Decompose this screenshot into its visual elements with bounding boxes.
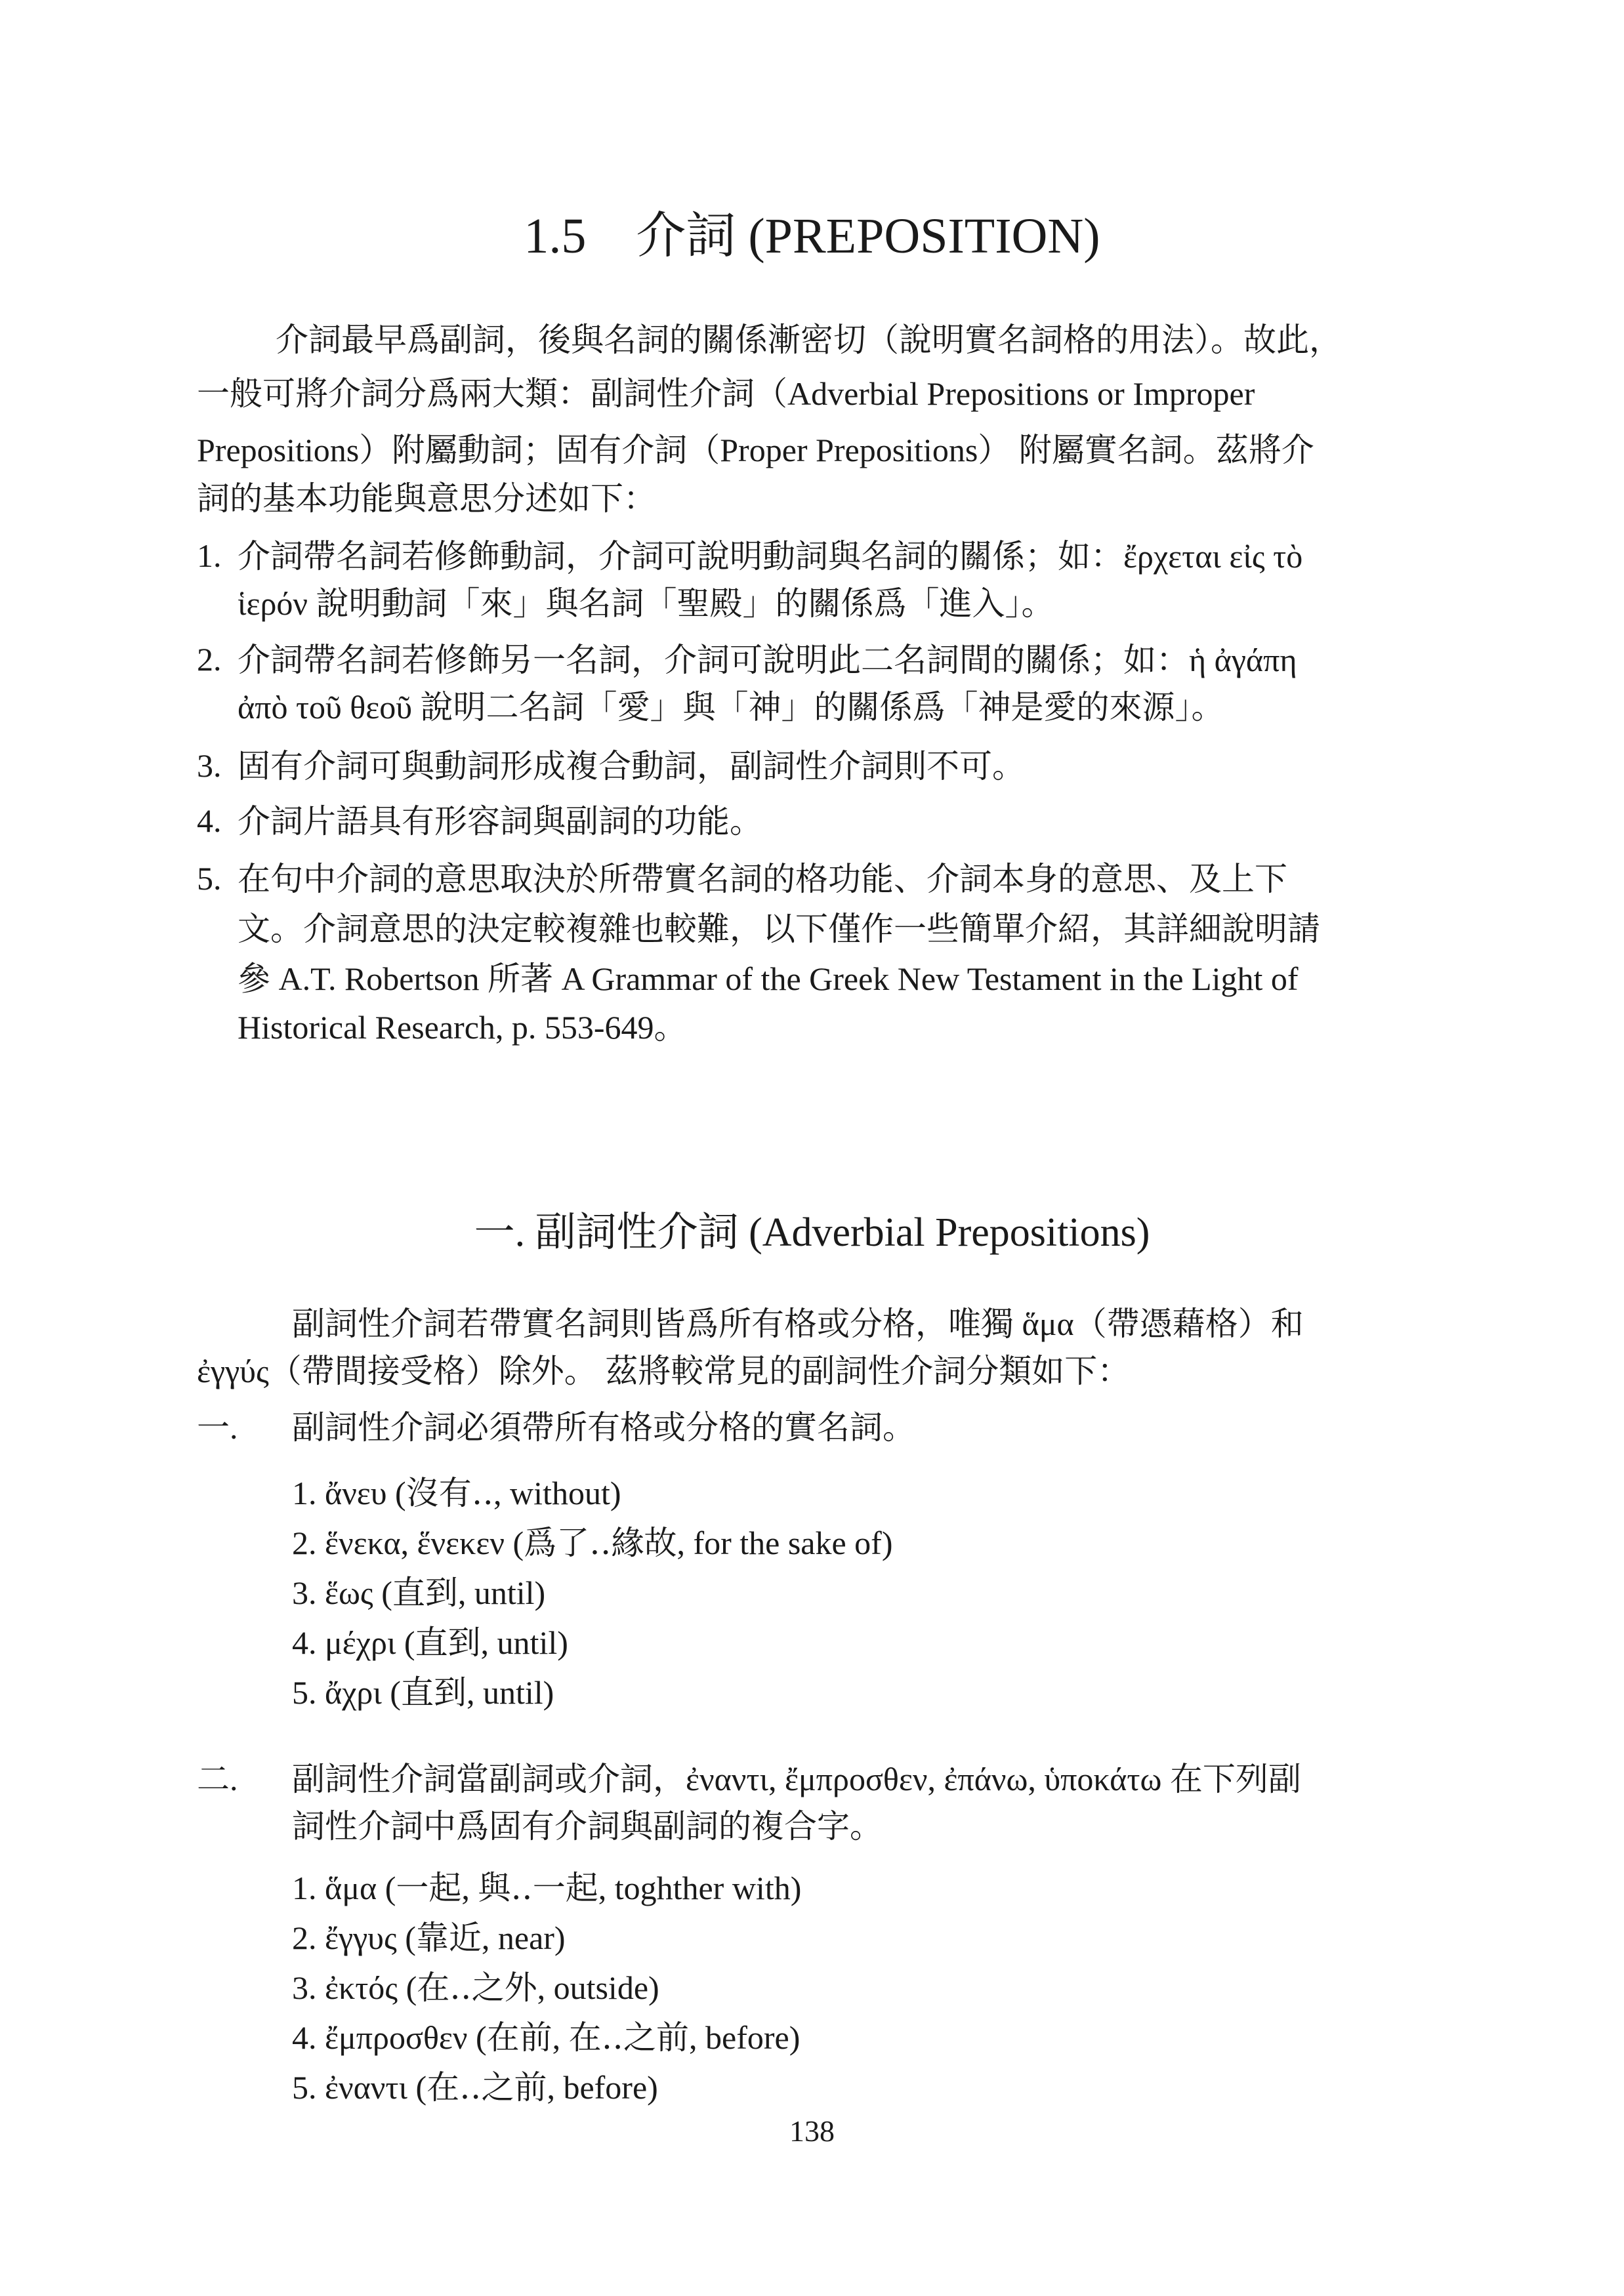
function-line: ἱερόν 說明動詞「來」與名詞「聖殿」的關係爲「進入」。 — [238, 585, 1054, 622]
list-item: 3. ἕως (直到, until) — [292, 1574, 546, 1611]
list-item: 2. ἔγγυς (靠近, near) — [292, 1919, 566, 1956]
list-item: 4. ἔμπροσθεν (在前, 在‥之前, before) — [292, 2019, 801, 2056]
intro-line-2: 一般可將介詞分爲兩大類：副詞性介詞（Adverbial Prepositions or Improper — [197, 375, 1255, 412]
page-number: 138 — [789, 2114, 835, 2148]
group-heading: 副詞性介詞當副詞或介詞，ἐναντι, ἔμπροσθεν, ἐπάνω, ὑποκάτω 在下列副 — [292, 1761, 1301, 1797]
intro-line-3: Prepositions）附屬動詞；固有介詞（Proper Prepositions） 附屬實名詞。茲將介 — [197, 432, 1314, 468]
section-title: 一. 副詞性介詞 (Adverbial Prepositions) — [474, 1210, 1150, 1255]
group-heading: 詞性介詞中爲固有介詞與副詞的複合字。 — [292, 1808, 883, 1845]
function-line: 介詞帶名詞若修飾另一名詞，介詞可說明此二名詞間的關係；如：ἡ ἀγάπη — [238, 642, 1297, 678]
section-intro-line-1: 副詞性介詞若帶實名詞則皆爲所有格或分格，唯獨 ἅμα（帶憑藉格）和 — [292, 1305, 1304, 1342]
list-item: 1. ἄνευ (沒有‥, without) — [292, 1475, 621, 1511]
function-number: 2. — [197, 641, 222, 678]
group-marker: 一. — [197, 1409, 238, 1446]
list-item: 2. ἕνεκα, ἕνεκεν (爲了‥緣故, for the sake of) — [292, 1525, 893, 1561]
section-intro-line-2: ἐγγύς（帶間接受格）除外。 茲將較常見的副詞性介詞分類如下： — [197, 1353, 1131, 1389]
page-title: 1.5 介詞 (PREPOSITION) — [524, 209, 1100, 264]
function-line: 參 A.T. Robertson 所著 A Grammar of the Greek New Testament in the Light of — [238, 960, 1299, 997]
intro-line-4: 詞的基本功能與意思分述如下： — [197, 480, 656, 517]
function-number: 1. — [197, 537, 222, 574]
list-item: 5. ἄχρι (直到, until) — [292, 1674, 554, 1711]
function-line: 文。介詞意思的決定較複雜也較難，以下僅作一些簡單介紹，其詳細說明請 — [238, 911, 1320, 947]
function-number: 3. — [197, 747, 222, 784]
function-number: 5. — [197, 860, 222, 897]
group-heading: 副詞性介詞必須帶所有格或分格的實名詞。 — [292, 1409, 915, 1446]
list-item: 3. ἐκτός (在‥之外, outside) — [292, 1969, 659, 2006]
function-line: 在句中介詞的意思取決於所帶實名詞的格功能、介詞本身的意思、及上下 — [238, 861, 1287, 897]
list-item: 4. μέχρι (直到, until) — [292, 1624, 568, 1661]
function-number: 4. — [197, 802, 222, 839]
function-line: ἀπὸ τοῦ θεοῦ 說明二名詞「愛」與「神」的關係爲「神是愛的來源」。 — [238, 689, 1224, 726]
function-line: 介詞帶名詞若修飾動詞，介詞可說明動詞與名詞的關係；如：ἔρχεται εἰς τὸ — [238, 538, 1303, 575]
list-item: 5. ἐναντι (在‥之前, before) — [292, 2069, 658, 2106]
function-line: 介詞片語具有形容詞與副詞的功能。 — [238, 803, 762, 840]
function-line: 固有介詞可與動詞形成複合動詞，副詞性介詞則不可。 — [238, 748, 1025, 785]
intro-line-1: 介詞最早爲副詞，後與名詞的關係漸密切（說明實名詞格的用法）。故此， — [276, 321, 1342, 358]
group-marker: 二. — [197, 1761, 238, 1797]
function-line: Historical Research, p. 553-649。 — [238, 1009, 687, 1046]
list-item: 1. ἅμα (一起, 與‥一起, toghther with) — [292, 1870, 802, 1906]
